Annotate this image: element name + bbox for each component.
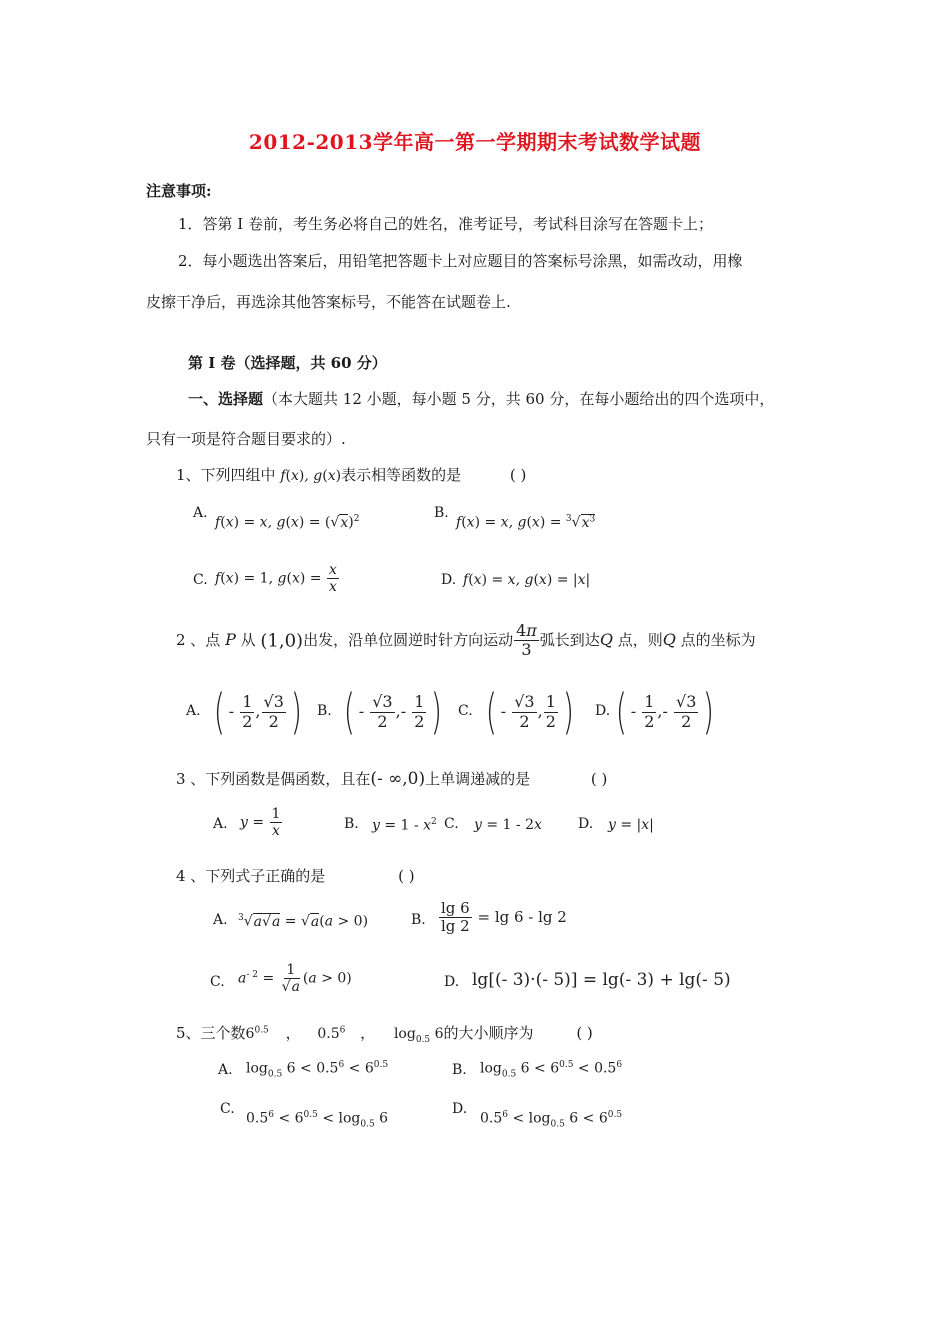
q1-option-a-math: f(x) = x, $g(x) = (√x)^2$ [215, 514, 360, 531]
q2-option-a-math: ( - $\frac{1}{2}$ , $\frac{√3}{2}$ ) [213, 684, 302, 740]
q3-option-c-label: C. [444, 816, 459, 832]
point-q: Q [599, 629, 613, 649]
q5-option-c-math: $0.5^6 < 6^{0.5} < \log_{0.5} 6$ [246, 1110, 389, 1130]
question-3-interval: (- ∞,0) [370, 769, 426, 789]
notes-item-2-line-2: 皮擦干净后，再选涂其他答案标号，不能答在试题卷上. [146, 293, 511, 311]
q4-option-d-math: lg[(- 3)·(- 5)] = lg(- 3) + lg(- 5) [472, 970, 731, 990]
q5-number-3: $\log_{0.5} 6$ [393, 1026, 444, 1045]
question-5-post: 的大小顺序为 [443, 1024, 534, 1042]
question-4-pre: 4 、下列式子正确的是 [176, 867, 326, 885]
part-description: （本大题共 12 小题，每小题 5 分，共 60 分，在每小题给出的四个选项中， [263, 390, 775, 408]
notes-item-2-line-1: 2．每小题选出答案后，用铅笔把答题卡上对应题目的答案标号涂黑，如需改动，用橡 [178, 252, 743, 270]
q5-separator-2: ， [360, 1024, 376, 1042]
q1-option-d-math: f(x) = x, g(x) = |x| [463, 572, 591, 588]
point-p: P [225, 629, 236, 649]
question-2-from: 从 [235, 630, 261, 649]
q4-option-c-math: $a^{- 2}$ = $\frac{1}{√a}$ (a > 0) [238, 962, 352, 996]
question-2-arc: 弧长到达 [539, 630, 600, 649]
q2-option-a-label: A. [186, 703, 201, 719]
q3-option-b-math: $y = 1 - x^2$ [372, 817, 437, 834]
q5-option-a-math: $\log_{0.5} 6 < 0.5^6 < 6^{0.5}$ [246, 1060, 389, 1080]
q2-option-d-math: ( - $\frac{1}{2}$ ,- $\frac{√3}{2}$ ) [615, 684, 715, 740]
q1-option-a-label: A. [193, 505, 208, 521]
question-5 [176, 1022, 593, 1045]
part-label: 一、选择题 [188, 390, 264, 408]
q5-option-d-math: $0.5^6 < \log_{0.5} 6 < 6^{0.5}$ [480, 1110, 623, 1130]
question-2-pre: 2 、点 [176, 630, 226, 649]
q5-separator-1: ， [285, 1024, 301, 1042]
q5-option-b-label: B. [452, 1062, 467, 1078]
q3-option-a-math: y = $\frac{1}{x}$ [240, 806, 281, 840]
question-5-answer-paren: ( ) [576, 1024, 593, 1042]
exam-title: 2012-2013学年高一第一学期期末考试数学试题 [248, 130, 702, 154]
arc-length: $\frac{4\pi}{3}$ [516, 621, 537, 660]
q2-option-c-math: ( - $\frac{√3}{2}$ , $\frac{1}{2}$ ) [485, 684, 574, 740]
q4-option-b-label: B. [411, 912, 426, 928]
question-2 [176, 622, 756, 660]
q3-option-d-label: D. [578, 816, 594, 832]
q4-option-c-label: C. [210, 974, 225, 990]
question-3-answer-paren: ( ) [590, 770, 608, 788]
question-1-answer-paren: ( ) [509, 466, 527, 484]
q3-option-c-math: y = 1 - 2x [474, 817, 542, 833]
q5-number-2: $0.5^6$ [317, 1025, 346, 1042]
question-3 [176, 768, 607, 789]
section-heading: 第 I 卷（选择题，共 60 分） [188, 354, 387, 372]
q5-option-b-math: $\log_{0.5} 6 < 6^{0.5} < 0.5^6$ [480, 1060, 623, 1080]
q3-option-b-label: B. [344, 816, 359, 832]
q2-option-c-label: C. [458, 703, 473, 719]
part-description-line-2: 只有一项是符合题目要求的）. [146, 430, 346, 448]
q2-option-b-label: B. [317, 703, 332, 719]
q3-option-d-math: y = |x| [608, 817, 654, 833]
q1-option-b-label: B. [434, 505, 449, 521]
question-5-pre: 5、三个数 [176, 1024, 246, 1042]
q5-number-1: $6^{0.5}$ [245, 1025, 269, 1042]
question-2-then: 点，则 [612, 630, 663, 649]
question-4 [176, 865, 415, 886]
q2-option-d-label: D. [595, 703, 611, 719]
q1-option-b-math: f(x) = x, $g(x) = ^3√x^3$ [456, 514, 596, 531]
question-3-post: 上单调递减的是 [425, 770, 531, 788]
question-1-pre: 1、下列四组中 [176, 466, 281, 484]
q5-option-c-label: C. [220, 1101, 235, 1117]
question-1 [176, 464, 526, 485]
q1-option-d-label: D. [441, 572, 457, 588]
start-point: (1,0) [260, 630, 304, 652]
part-intro [188, 388, 774, 409]
question-2-post: 点的坐标为 [675, 630, 756, 649]
q4-option-a-label: A. [213, 912, 228, 928]
q5-option-a-label: A. [218, 1062, 233, 1078]
q3-option-a-label: A. [213, 816, 228, 832]
q4-option-a-math: $^3$√a√a = √a(a > 0) [238, 913, 369, 930]
q2-option-b-math: ( - $\frac{√3}{2}$ ,- $\frac{1}{2}$ ) [343, 684, 443, 740]
question-1-post: 表示相等函数的是 [341, 466, 462, 484]
q4-option-b-math: $\frac{\lg 6}{\lg 2}$ = lg 6 - lg 2 [441, 899, 567, 936]
notes-heading: 注意事项: [146, 182, 212, 200]
question-3-pre: 3 、下列函数是偶函数，且在 [176, 770, 371, 788]
q1-option-c-math: f(x) = 1, g(x) = $\frac{x}{x}$ [215, 562, 337, 596]
q4-option-d-label: D. [444, 974, 460, 990]
question-2-motion: 出发，沿单位圆逆时针方向运动 [303, 630, 514, 649]
question-1-functions: f(x), g(x) [280, 468, 342, 484]
point-q-2: Q [662, 629, 676, 649]
q5-option-d-label: D. [452, 1101, 468, 1117]
notes-item-1: 1．答第 I 卷前，考生务必将自己的姓名，准考证号，考试科目涂写在答题卡上； [178, 215, 714, 233]
q1-option-c-label: C. [193, 572, 208, 588]
question-4-answer-paren: ( ) [398, 867, 415, 885]
